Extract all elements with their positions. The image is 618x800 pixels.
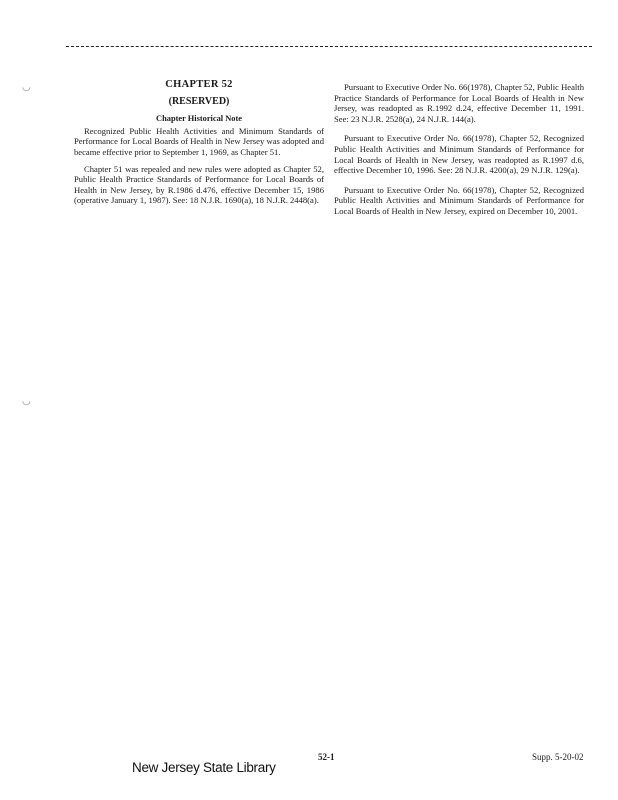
left-column — [74, 80, 324, 212]
library-stamp: New Jersey State Library — [132, 760, 276, 775]
binding-hole-mark: ◡ — [22, 396, 31, 407]
page-number: 52-1 — [318, 752, 335, 762]
historical-note-paragraph: Pursuant to Executive Order No. 66(1978), Chapter 52, Recognized Public Health Activities and Minimum Standards of Performance for Local Boards of Health in New Jersey, was readopted as R.1997 d.6, effective December 10, 1996. See: 28 N.J.R. 4200(a), 29 N.J.R. 129(a). — [334, 133, 584, 176]
chapter-title: CHAPTER 52 — [165, 79, 233, 90]
historical-note-paragraph: Recognized Public Health Activities and Minimum Standards of Performance for Local Boards of Health in New Jersey was adopted and became effective prior to September 1, 1969, as Chapter 51. — [74, 125, 324, 157]
historical-note-paragraph: Pursuant to Executive Order No. 66(1978), Chapter 52, Recognized Public Health Activities and Minimum Standards of Performance for Local Boards of Health in New Jersey, expired on December 10, 2001. — [334, 184, 584, 216]
historical-note-heading: Chapter Historical Note — [156, 114, 242, 124]
historical-note-paragraph: Pursuant to Executive Order No. 66(1978), Chapter 52, Public Health Practice Standards of Performance for Local Boards of Health in New Jersey, was readopted as R.1992 d.24, effective December 11, 1991. See: 23 N.J.R. 2528(a), 24 N.J.R. 144(a). — [334, 82, 584, 124]
chapter-status: (RESERVED) — [168, 95, 230, 107]
header-rule — [66, 46, 592, 47]
right-column — [334, 82, 584, 226]
supplement-date: Supp. 5-20-02 — [532, 752, 584, 762]
binding-hole-mark: ◡ — [22, 82, 31, 93]
historical-note-paragraph: Chapter 51 was repealed and new rules were adopted as Chapter 52, Public Health Practice Standards of Performance for Local Boards of Health in New Jersey, by R.1986 d.476, effective December 15, 1986 (operative January 1, 1987). See: 18 N.J.R. 1690(a), 18 N.J.R. 2448(a). — [74, 163, 324, 206]
